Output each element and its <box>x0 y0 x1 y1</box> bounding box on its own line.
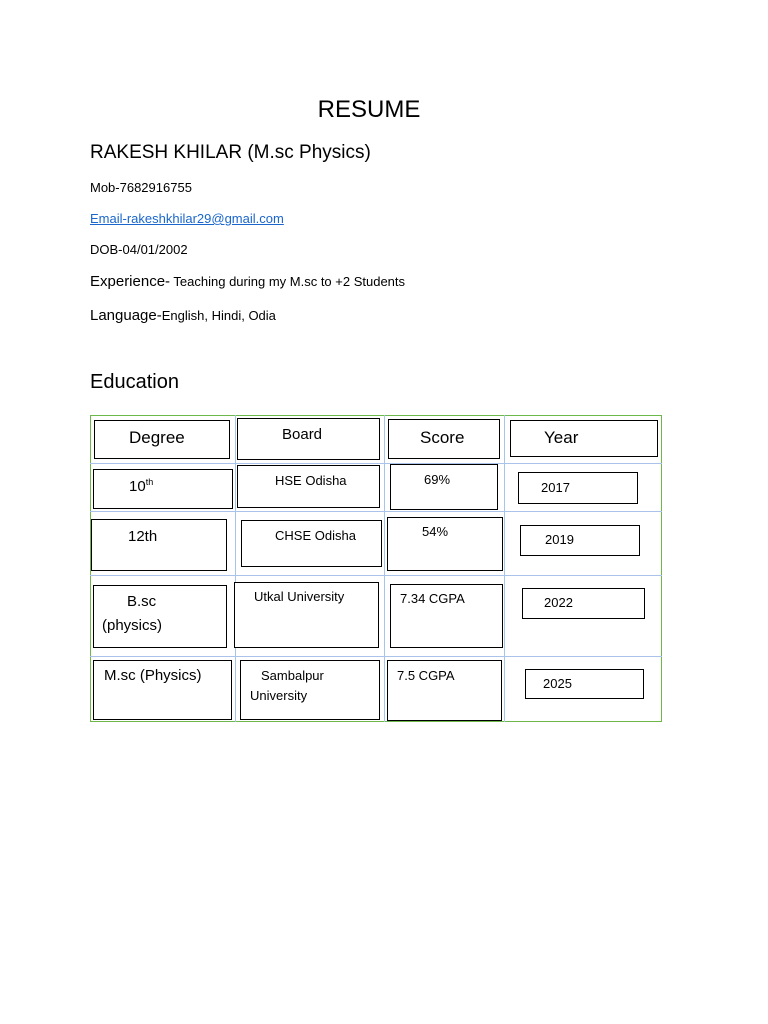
year-cell <box>518 472 638 504</box>
year-text: 2017 <box>541 480 570 495</box>
date-of-birth: DOB-04/01/2002 <box>90 242 188 257</box>
score-cell <box>390 464 498 510</box>
score-text: 7.34 CGPA <box>400 591 465 606</box>
header-score: Score <box>420 428 465 447</box>
experience-line <box>90 273 405 290</box>
board-text-line1: Sambalpur <box>261 668 324 683</box>
page-title: RESUME <box>317 96 421 123</box>
mobile-number: Mob-7682916755 <box>90 180 192 195</box>
header-degree: Degree <box>129 428 185 447</box>
degree-value: 10 <box>129 478 146 495</box>
degree-text <box>129 477 153 495</box>
table-divider <box>504 415 505 722</box>
score-text: 69% <box>424 472 451 487</box>
candidate-name: RAKESH KHILAR (M.sc Physics) <box>90 142 371 163</box>
table-divider <box>90 575 662 576</box>
table-divider <box>90 656 662 657</box>
score-text: 54% <box>422 524 449 539</box>
email-link[interactable]: Email-rakeshkhilar29@gmail.com <box>90 211 284 226</box>
board-text: Utkal University <box>254 589 345 604</box>
board-text: CHSE Odisha <box>275 528 356 543</box>
language-line <box>90 307 276 324</box>
year-cell <box>520 525 640 556</box>
degree-text: 12th <box>128 528 158 545</box>
experience-label: Experience- <box>90 273 171 290</box>
header-cell-year <box>510 420 658 457</box>
year-text: 2019 <box>545 532 574 547</box>
degree-text-line2: (physics) <box>102 617 163 634</box>
header-board: Board <box>282 426 323 443</box>
degree-cell <box>93 469 233 509</box>
degree-cell <box>91 519 227 571</box>
degree-text: M.sc (Physics) <box>104 667 202 684</box>
language-text: English, Hindi, Odia <box>161 308 276 323</box>
experience-text: Teaching during my M.sc to +2 Students <box>170 274 406 289</box>
table-divider <box>384 415 385 722</box>
education-heading: Education <box>90 371 179 393</box>
score-text: 7.5 CGPA <box>397 668 455 683</box>
degree-superscript: th <box>145 477 154 487</box>
board-text: HSE Odisha <box>275 473 347 488</box>
year-text: 2025 <box>543 676 572 691</box>
table-divider <box>90 511 662 512</box>
header-year: Year <box>544 428 579 447</box>
table-divider <box>235 415 236 722</box>
table-divider <box>90 463 662 464</box>
language-label: Language- <box>90 307 162 324</box>
year-cell <box>522 588 645 619</box>
year-text: 2022 <box>544 595 573 610</box>
degree-text-line1: B.sc <box>127 593 157 610</box>
board-text-line2: University <box>250 688 308 703</box>
